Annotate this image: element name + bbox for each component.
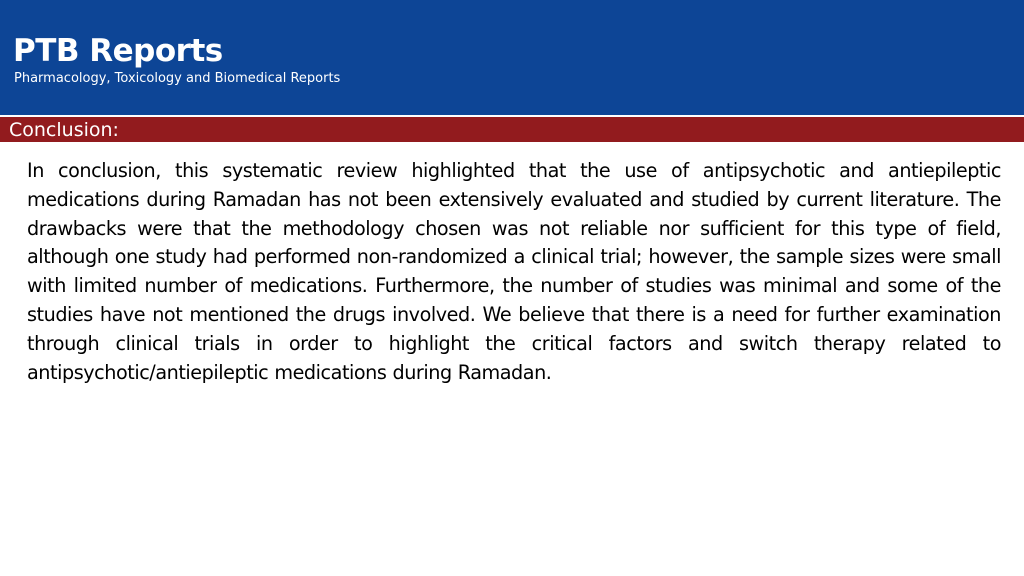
- journal-subtitle: Pharmacology, Toxicology and Biomedical Reports: [14, 71, 341, 86]
- section-heading: Conclusion:: [9, 119, 119, 141]
- journal-title: PTB Reports: [13, 33, 223, 69]
- journal-header-banner: [0, 0, 1024, 115]
- conclusion-paragraph: In conclusion, this systematic review highlighted that the use of antipsychotic and antiepileptic medications during Ramadan has not been extensively evaluated and studied by current literature. The drawbacks were that the methodology chosen was not reliable nor sufficient for this type of field, although one study had performed non-randomized a clinical trial; however, the sample sizes were small with limited number of medications. Furthermore, the number of studies was minimal and some of the studies have not mentioned the drugs involved. We believe that there is a need for further examination through clinical trials in order to highlight the critical factors and switch therapy related to antipsychotic/antiepileptic medications during Ramadan.: [27, 159, 1001, 384]
- section-heading-bar: [0, 117, 1024, 142]
